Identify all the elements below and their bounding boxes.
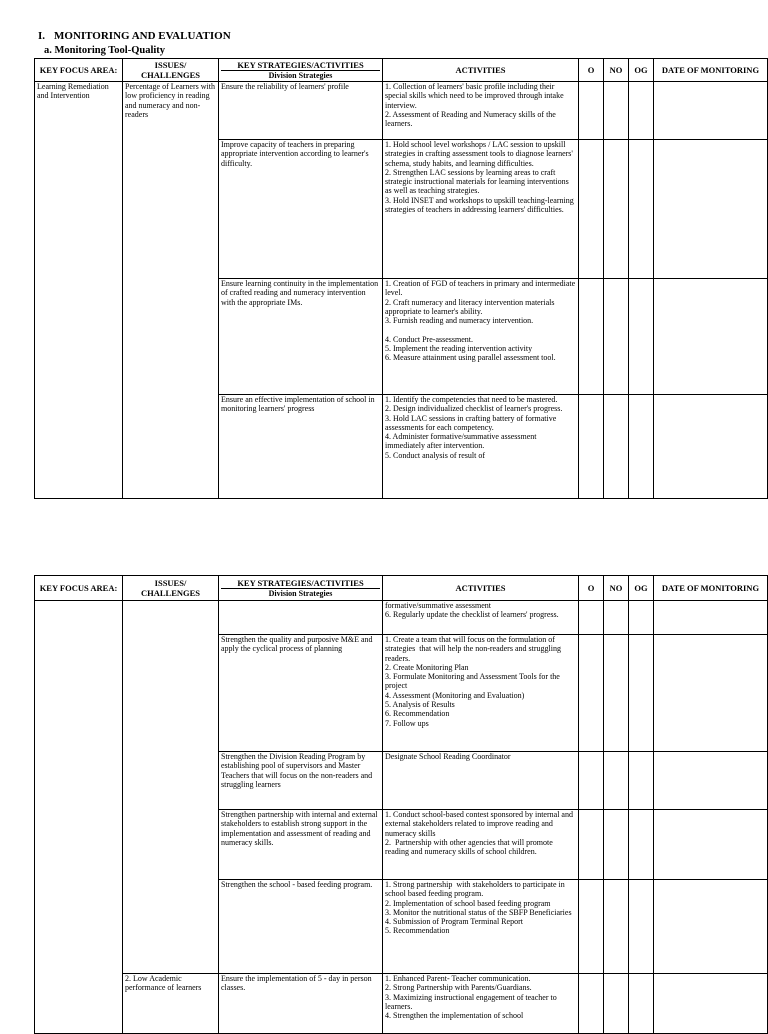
activity-line: 4. Assessment (Monitoring and Evaluation) bbox=[385, 690, 525, 700]
strategy-cell: Improve capacity of teachers in preparing appropriate intervention according to learner's difficulty. bbox=[219, 140, 383, 279]
section-subtitle: a. Monitoring Tool-Quality bbox=[44, 45, 166, 56]
activity-line: 5. Analysis of Results bbox=[385, 700, 455, 710]
strategy-cell: Ensure the implementation of 5 - day in person classes. bbox=[219, 974, 383, 1034]
strategy-cell: Strengthen the quality and purposive M&E and apply the cyclical process of planning bbox=[219, 635, 383, 752]
og-cell[interactable] bbox=[629, 82, 654, 140]
date-cell[interactable] bbox=[654, 810, 768, 880]
header-activities: ACTIVITIES bbox=[383, 59, 579, 82]
activity-line: 3. Furnish reading and numeracy intervention. bbox=[385, 316, 534, 326]
no-cell[interactable] bbox=[604, 395, 629, 499]
monitoring-table-1 bbox=[34, 58, 768, 499]
no-cell[interactable] bbox=[604, 810, 629, 880]
header-key-focus-area: KEY FOCUS AREA: bbox=[35, 576, 123, 601]
header-division-strategies: Division Strategies bbox=[268, 70, 333, 80]
og-cell[interactable] bbox=[629, 601, 654, 635]
no-cell[interactable] bbox=[604, 140, 629, 279]
activity-line: 2. Strengthen LAC sessions by learning areas to craft strategic instructional materials for learning interventions as well as teaching strategies. bbox=[385, 167, 571, 196]
date-cell[interactable] bbox=[654, 635, 768, 752]
header-division-strategies: Division Strategies bbox=[268, 588, 333, 598]
header-o: O bbox=[579, 576, 604, 601]
og-cell[interactable] bbox=[629, 140, 654, 279]
key-focus-area-cell: Learning Remediation and Intervention bbox=[35, 82, 123, 499]
activity-line: 6. Recommendation bbox=[385, 709, 450, 719]
activity-line: 4. Administer formative/summative assessment immediately after intervention. bbox=[385, 432, 539, 451]
header-issues: ISSUES/ CHALLENGES bbox=[123, 59, 219, 82]
activity-line: 1. Enhanced Parent- Teacher communication. bbox=[385, 974, 531, 983]
date-cell[interactable] bbox=[654, 752, 768, 810]
o-cell[interactable] bbox=[579, 752, 604, 810]
header-strategies-label: KEY STRATEGIES/ACTIVITIES bbox=[221, 60, 380, 71]
issue-cell bbox=[123, 601, 219, 974]
o-cell[interactable] bbox=[579, 140, 604, 279]
o-cell[interactable] bbox=[579, 880, 604, 974]
activity-line: 1. Create a team that will focus on the formulation of strategies that will help the non-readers and struggling readers. bbox=[385, 635, 563, 663]
header-strategies bbox=[219, 59, 383, 82]
activity-line: 3. Monitor the nutritional status of the SBFP Beneficiaries bbox=[385, 907, 572, 917]
section-number: I. bbox=[38, 30, 46, 42]
issue-cell: 2. Low Academic performance of learners bbox=[123, 974, 219, 1034]
header-date: DATE OF MONITORING bbox=[654, 576, 768, 601]
activity-line: 4. Strengthen the implementation of school bbox=[385, 1011, 524, 1021]
activity-line: 1. Collection of learners' basic profile including their special skills which need to be improved through intake interview. bbox=[385, 82, 566, 110]
activity-line: 2. Assessment of Reading and Numeracy skills of the learners. bbox=[385, 109, 558, 129]
table-row bbox=[35, 82, 768, 140]
activities-cell bbox=[383, 880, 579, 974]
section-heading bbox=[38, 30, 231, 43]
o-cell[interactable] bbox=[579, 601, 604, 635]
strategy-cell: Strengthen the school - based feeding program. bbox=[219, 880, 383, 974]
activity-line: formative/summative assessment bbox=[385, 601, 491, 610]
activity-line: 1. Strong partnership with stakeholders to participate in school based feeding program. bbox=[385, 880, 567, 899]
activity-line: 2. Strong Partnership with Parents/Guardians. bbox=[385, 983, 532, 993]
og-cell[interactable] bbox=[629, 974, 654, 1034]
activity-line: 1. Conduct school-based contest sponsored by internal and external stakeholders related to improve reading and numeracy skills bbox=[385, 810, 575, 838]
activity-line: 5. Conduct analysis of result of bbox=[385, 450, 485, 460]
activity-line: 3. Hold LAC sessions in crafting battery of formative assessments for each competency. bbox=[385, 413, 559, 432]
activity-line: 2. Partnership with other agencies that will promote reading and numeracy skills of school children. bbox=[385, 837, 555, 857]
activity-line: 4. Conduct Pre-assessment. bbox=[385, 334, 473, 344]
og-cell[interactable] bbox=[629, 395, 654, 499]
activities-cell bbox=[383, 140, 579, 279]
no-cell[interactable] bbox=[604, 279, 629, 395]
key-focus-area-cell bbox=[35, 601, 123, 1034]
activity-line: 1. Creation of FGD of teachers in primary and intermediate level. bbox=[385, 279, 578, 298]
strategy-cell bbox=[219, 601, 383, 635]
activity-line: 7. Follow ups bbox=[385, 718, 429, 728]
activity-line: 6. Measure attainment using parallel assessment tool. bbox=[385, 353, 556, 363]
activity-line: 2. Create Monitoring Plan bbox=[385, 662, 469, 672]
no-cell[interactable] bbox=[604, 974, 629, 1034]
no-cell[interactable] bbox=[604, 880, 629, 974]
header-issues: ISSUES/ CHALLENGES bbox=[123, 576, 219, 601]
date-cell[interactable] bbox=[654, 279, 768, 395]
og-cell[interactable] bbox=[629, 810, 654, 880]
activities-cell bbox=[383, 635, 579, 752]
o-cell[interactable] bbox=[579, 974, 604, 1034]
issue-cell: Percentage of Learners with low proficiency in reading and numeracy and non-readers bbox=[123, 82, 219, 499]
header-no: NO bbox=[604, 576, 629, 601]
activity-line: 3. Formulate Monitoring and Assessment Tools for the project bbox=[385, 672, 562, 691]
og-cell[interactable] bbox=[629, 279, 654, 395]
date-cell[interactable] bbox=[654, 974, 768, 1034]
strategy-cell: Ensure learning continuity in the implementation of crafted reading and numeracy intervention with the appropriate IMs. bbox=[219, 279, 383, 395]
no-cell[interactable] bbox=[604, 635, 629, 752]
o-cell[interactable] bbox=[579, 279, 604, 395]
header-date: DATE OF MONITORING bbox=[654, 59, 768, 82]
activity-line: 1. Hold school level workshops / LAC session to upskill strategies in crafting assessment tools to diagnose learners' schema, study habits, and learning difficulties. bbox=[385, 140, 575, 168]
og-cell[interactable] bbox=[629, 635, 654, 752]
o-cell[interactable] bbox=[579, 810, 604, 880]
strategy-cell: Strengthen the Division Reading Program by establishing pool of supervisors and Master Teachers that will focus on the non-readers and struggling learners bbox=[219, 752, 383, 810]
no-cell[interactable] bbox=[604, 752, 629, 810]
activity-line bbox=[385, 325, 576, 334]
activity-line: 3. Maximizing instructional engagement of teacher to learners. bbox=[385, 992, 559, 1011]
no-cell[interactable] bbox=[604, 601, 629, 635]
o-cell[interactable] bbox=[579, 82, 604, 140]
table-header-row bbox=[35, 576, 768, 601]
activity-line: 5. Recommendation bbox=[385, 926, 450, 936]
header-strategies-label: KEY STRATEGIES/ACTIVITIES bbox=[221, 578, 380, 589]
strategy-cell: Ensure an effective implementation of school in monitoring learners' progress bbox=[219, 395, 383, 499]
header-no: NO bbox=[604, 59, 629, 82]
og-cell[interactable] bbox=[629, 880, 654, 974]
activity-line: 3. Hold INSET and workshops to upskill teaching-learning strategies of teachers in addressing learners' difficulties. bbox=[385, 195, 576, 215]
activity-line: 1. Identify the competencies that need to be mastered. bbox=[385, 395, 558, 404]
activities-cell bbox=[383, 279, 579, 395]
header-og: OG bbox=[629, 576, 654, 601]
header-og: OG bbox=[629, 59, 654, 82]
table-header-row bbox=[35, 59, 768, 82]
activity-line: 6. Regularly update the checklist of learners' progress. bbox=[385, 610, 559, 620]
activities-cell bbox=[383, 82, 579, 140]
activity-line: 2. Craft numeracy and literacy intervention materials appropriate to learner's ability. bbox=[385, 297, 557, 316]
o-cell[interactable] bbox=[579, 395, 604, 499]
section-title: MONITORING AND EVALUATION bbox=[54, 30, 231, 42]
strategy-cell: Ensure the reliability of learners' profile bbox=[219, 82, 383, 140]
date-cell[interactable] bbox=[654, 601, 768, 635]
date-cell[interactable] bbox=[654, 82, 768, 140]
activities-cell bbox=[383, 395, 579, 499]
header-activities: ACTIVITIES bbox=[383, 576, 579, 601]
table-row bbox=[35, 601, 768, 635]
activities-cell bbox=[383, 810, 579, 880]
activities-cell bbox=[383, 752, 579, 810]
activity-line: 5. Implement the reading intervention activity bbox=[385, 344, 533, 354]
activity-line: Designate School Reading Coordinator bbox=[385, 752, 511, 761]
date-cell[interactable] bbox=[654, 395, 768, 499]
monitoring-table-2 bbox=[34, 575, 768, 1034]
no-cell[interactable] bbox=[604, 82, 629, 140]
date-cell[interactable] bbox=[654, 880, 768, 974]
og-cell[interactable] bbox=[629, 752, 654, 810]
header-key-focus-area: KEY FOCUS AREA: bbox=[35, 59, 123, 82]
table-row bbox=[35, 974, 768, 1034]
header-strategies bbox=[219, 576, 383, 601]
date-cell[interactable] bbox=[654, 140, 768, 279]
strategy-cell: Strengthen partnership with internal and external stakeholders to establish strong support in the implementation and assessment of reading and numeracy skills. bbox=[219, 810, 383, 880]
header-o: O bbox=[579, 59, 604, 82]
activities-cell bbox=[383, 974, 579, 1034]
activity-line: 2. Design individualized checklist of learner's progress. bbox=[385, 404, 563, 414]
activities-cell bbox=[383, 601, 579, 635]
activity-line: 2. Implementation of school based feeding program bbox=[385, 898, 551, 908]
activity-line: 4. Submission of Program Terminal Report bbox=[385, 917, 523, 927]
o-cell[interactable] bbox=[579, 635, 604, 752]
